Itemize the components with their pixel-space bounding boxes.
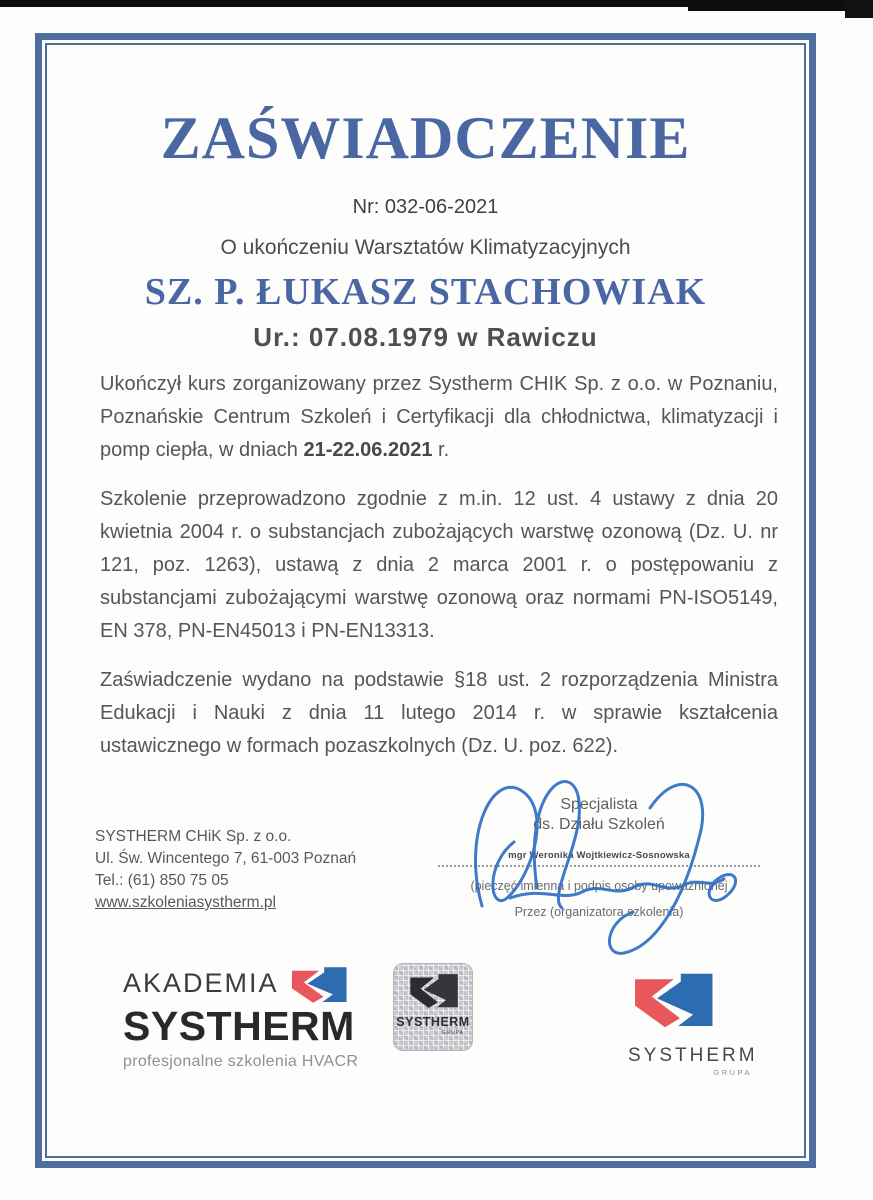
birth-date-line: Ur.: 07.08.1979 w Rawiczu bbox=[253, 322, 598, 352]
stamp-role-line1: Specjalista bbox=[560, 796, 638, 813]
course-dates: 21-22.06.2021 bbox=[303, 439, 433, 461]
contact-website: www.szkoleniasystherm.pl bbox=[95, 894, 276, 911]
certificate-number: Nr: 032-06-2021 bbox=[352, 196, 499, 218]
systherm-arrows-icon bbox=[287, 966, 349, 1006]
akademia-tagline: profesjonalne szkolenia HVACR bbox=[123, 1053, 359, 1070]
akademia-wordmark: AKADEMIA bbox=[123, 968, 279, 998]
signature-caption-line2: Przez (organizatora szkolenia) bbox=[514, 905, 684, 919]
certificate-subtitle: O ukończeniu Warsztatów Klimatyzacyjnych bbox=[220, 236, 631, 259]
systherm-grupa-logo bbox=[628, 972, 758, 1077]
recipient-name: SZ. P. ŁUKASZ STACHOWIAK bbox=[144, 271, 707, 313]
akademia-systherm-logo bbox=[123, 968, 373, 1071]
contact-address: Ul. Św. Wincentego 7, 61-003 Poznań bbox=[95, 850, 357, 867]
hologram-sticker bbox=[393, 963, 473, 1051]
contact-company: SYSTHERM CHiK Sp. z o.o. bbox=[95, 828, 292, 845]
stamp-role-line2: ds. Działu Szkoleń bbox=[533, 816, 665, 833]
contact-phone: Tel.: (61) 850 75 05 bbox=[95, 872, 229, 889]
signature-caption-line1: (pieczęć imienna i podpis osoby upoważnionej bbox=[470, 879, 728, 893]
certificate-body bbox=[100, 368, 778, 779]
sticker-brand-text: SYSTHERM bbox=[396, 1015, 470, 1029]
systherm-arrows-icon bbox=[628, 972, 716, 1032]
sticker-sub-text: GRUPA bbox=[441, 1030, 464, 1036]
contact-block bbox=[95, 826, 356, 914]
grupa-brand-text: SYSTHERM bbox=[628, 1045, 758, 1066]
paragraph-legal-basis: Szkolenie przeprowadzono zgodnie z m.in. 12 ust. 4 ustawy z dnia 20 kwietnia 2004 r. o substancjach zubożających warstwę ozonową (Dz. U. nr 121, poz. 1263), ustawą z dnia 2 marca 2001 r. o postępowaniu z substancjami zubożającymi warstwę ozonową oraz normami PN-ISO5149, EN 378, PN-EN45013 i PN-EN13313. bbox=[100, 488, 778, 642]
systherm-wordmark: SYSTHERM bbox=[123, 1003, 355, 1049]
stamp-person-name: mgr Weronika Wojtkiewicz-Sosnowska bbox=[508, 850, 690, 861]
signature-dotted-line bbox=[438, 864, 760, 867]
paragraph-course bbox=[100, 368, 778, 467]
systherm-arrows-icon-dark bbox=[406, 973, 460, 1011]
paragraph-course-suffix: r. bbox=[432, 439, 450, 461]
paragraph-regulation: Zaświadczenie wydano na podstawie §18 ust. 2 rozporządzenia Ministra Edukacji i Nauki z dnia 11 lutego 2014 r. w sprawie kształcenia ustawicznego w formach pozaszkolnych (Dz. U. poz. 622). bbox=[100, 669, 778, 757]
certificate-title: ZAŚWIADCZENIE bbox=[160, 105, 691, 171]
scan-artifact-corner bbox=[845, 0, 873, 18]
paragraph-course-text: Ukończył kurs zorganizowany przez Systherm CHIK Sp. z o.o. w Poznaniu, Poznańskie Centrum Szkoleń i Certyfikacji dla chłodnictwa, klimatyzacji i pomp ciepła, w dniach bbox=[100, 373, 778, 461]
stamp-block bbox=[438, 795, 760, 919]
grupa-sub-text: GRUPA bbox=[713, 1068, 752, 1077]
